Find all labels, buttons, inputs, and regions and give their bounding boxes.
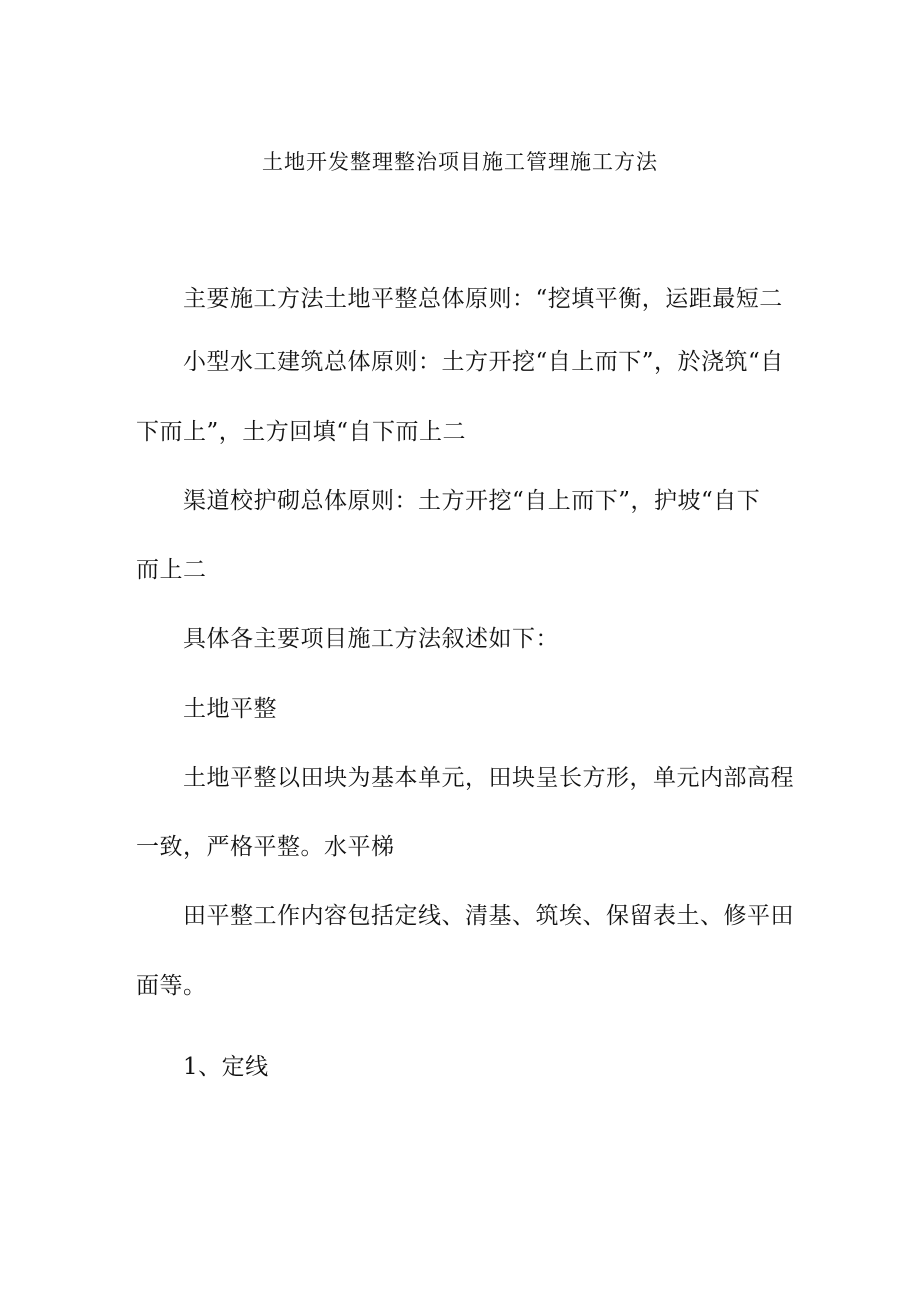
paragraph-line: 面等。 <box>136 973 207 999</box>
paragraph-line: 主要施工方法土地平整总体原则：“挖填平衡，运距最短二 <box>183 286 783 312</box>
paragraph-line: 渠道校护砌总体原则：土方开挖“自上而下”，护坡“自下 <box>183 488 761 514</box>
paragraph-line: 而上二 <box>136 557 207 583</box>
document-title: 土地开发整理整治项目施工管理施工方法 <box>262 150 658 174</box>
paragraph-line: 下而上”，土方回填“自下而上二 <box>136 419 467 445</box>
section-heading: 土地平整 <box>183 696 277 722</box>
paragraph-line: 具体各主要项目施工方法叙述如下： <box>183 626 559 652</box>
numbered-heading: 1、定线 <box>183 1054 269 1080</box>
paragraph-line: 小型水工建筑总体原则：土方开挖“自上而下”，於浇筑“自 <box>183 349 784 375</box>
paragraph-line: 一致，严格平整。水平梯 <box>136 834 395 860</box>
paragraph-line: 土地平整以田块为基本单元，田块呈长方形，单元内部高程 <box>183 765 794 791</box>
paragraph-line: 田平整工作内容包括定线、清基、筑埃、保留表土、修平田 <box>183 903 794 929</box>
